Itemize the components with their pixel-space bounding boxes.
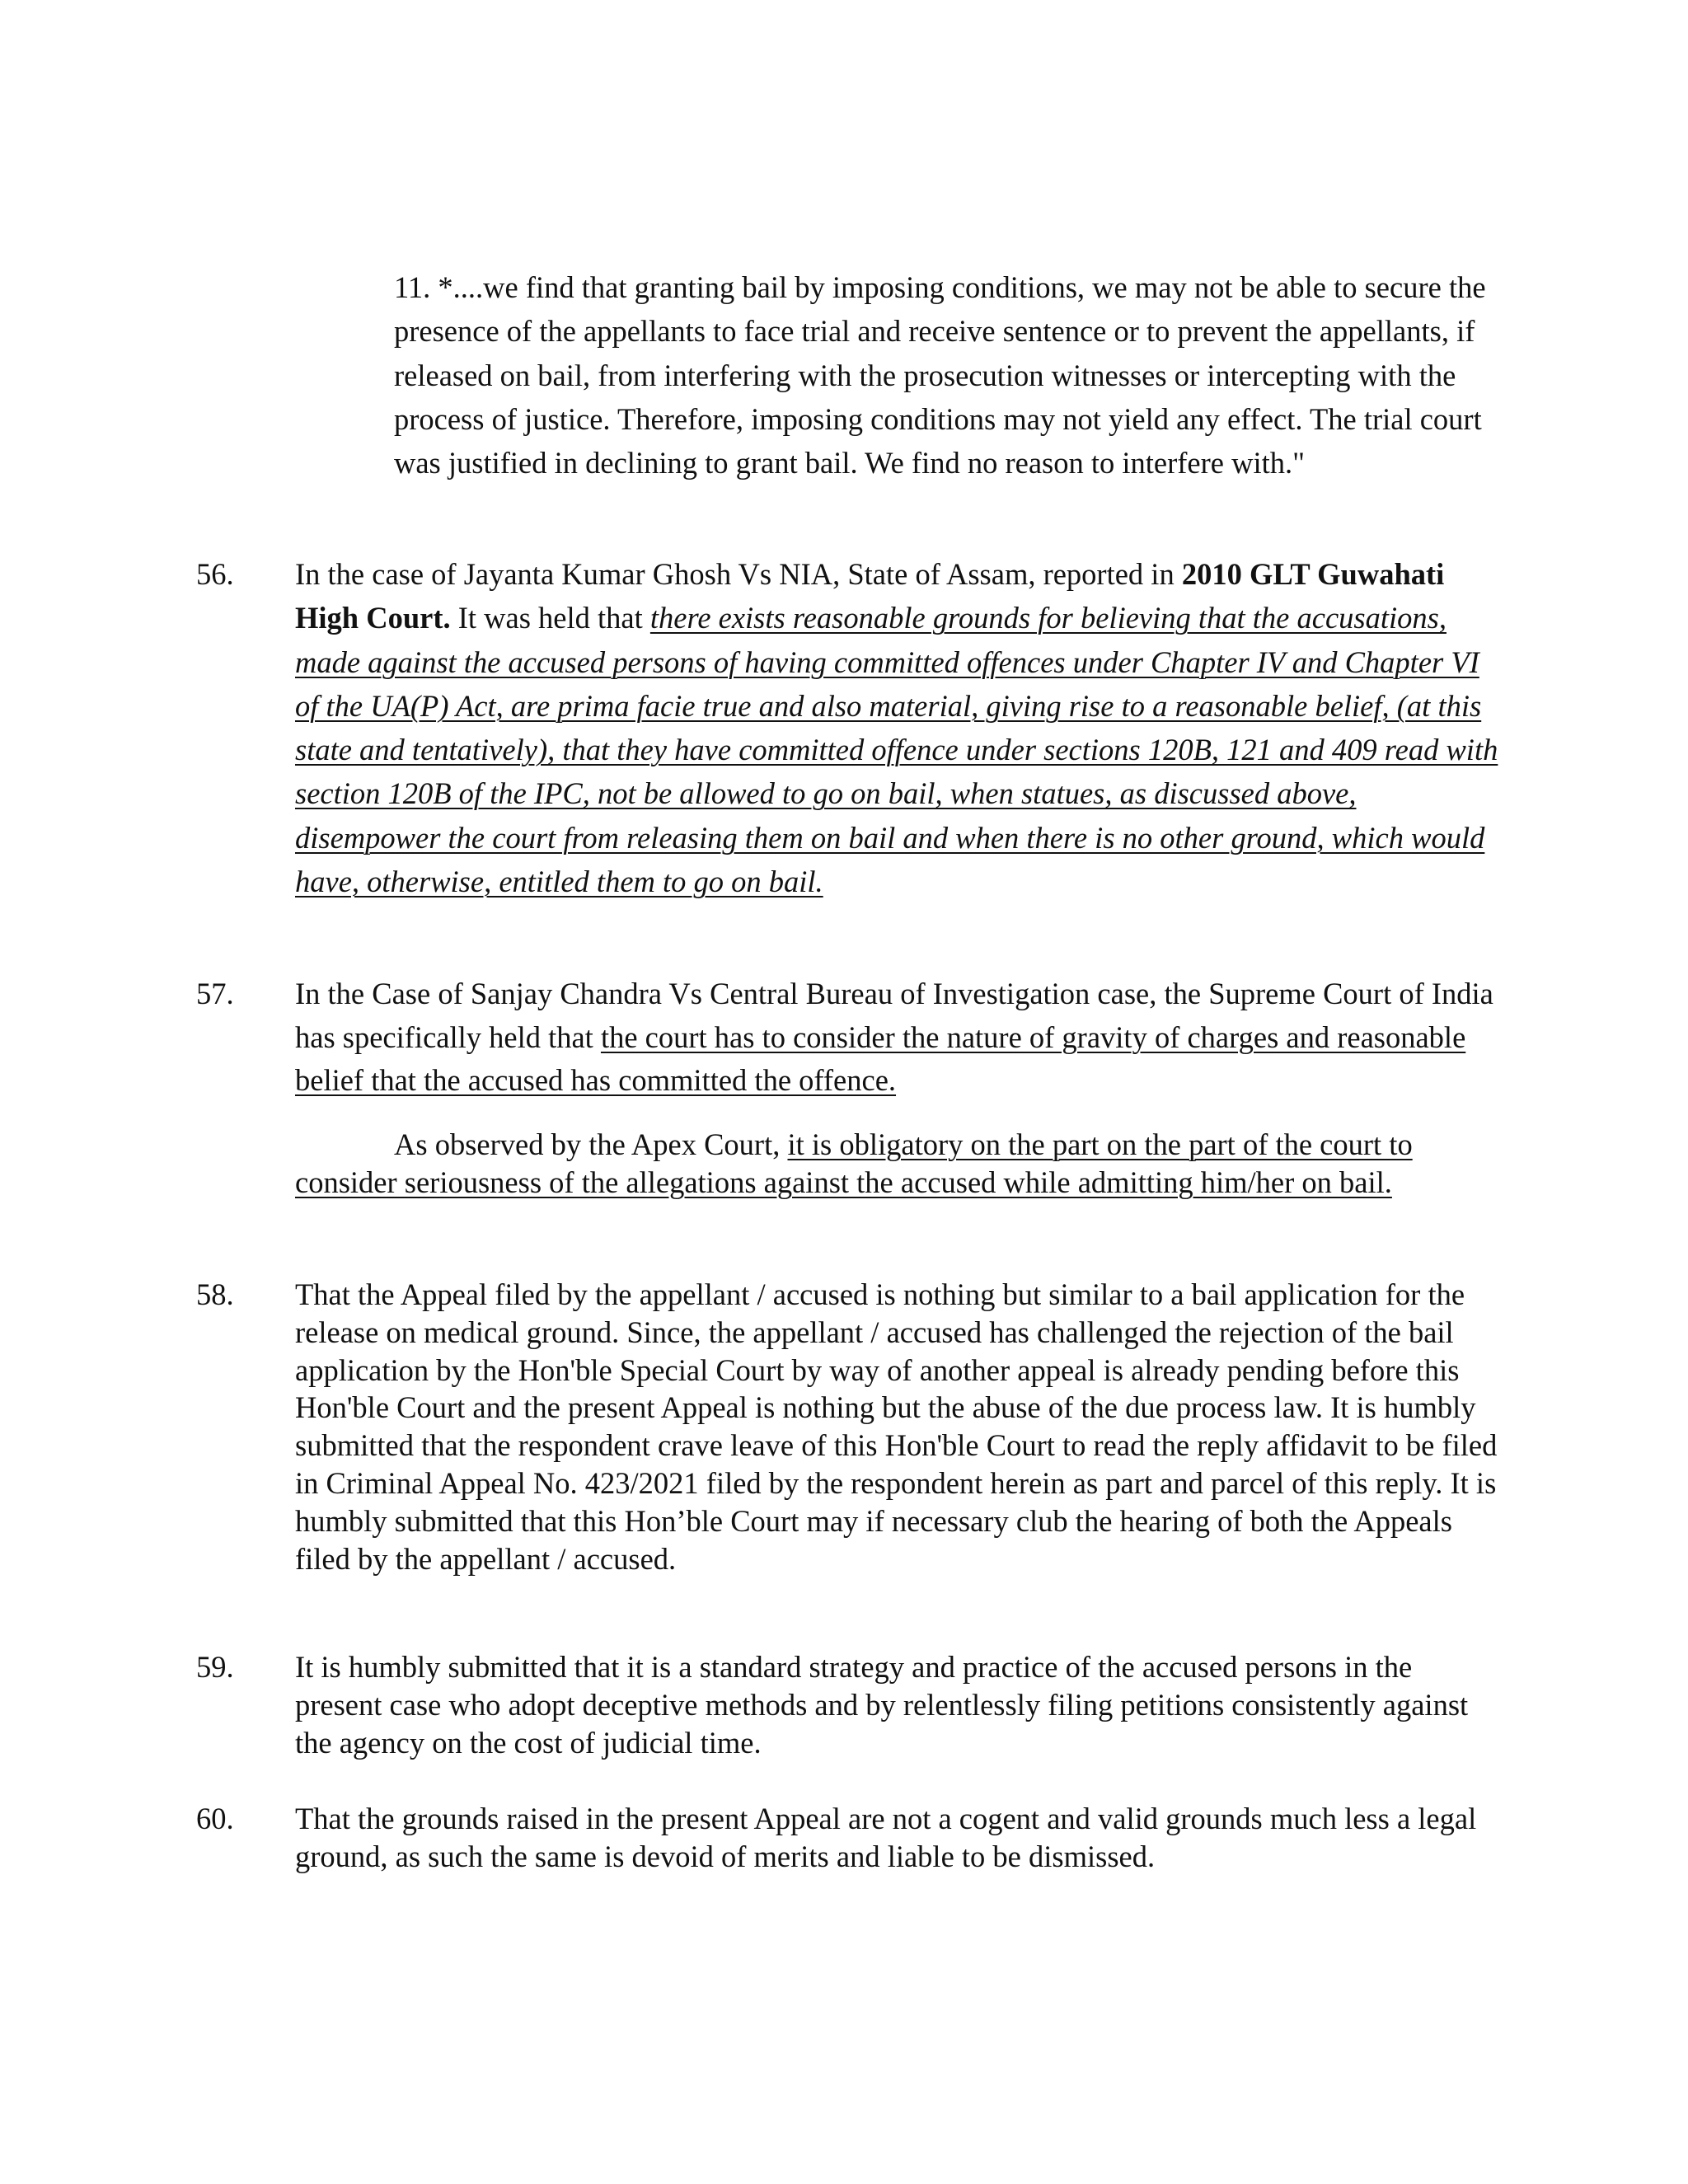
paragraph-number: 57. bbox=[196, 977, 234, 1010]
paragraph-text: In the case of Jayanta Kumar Ghosh Vs NIA, State of Assam, reported in bbox=[295, 557, 1182, 591]
underlined-holding: the court has to consider the nature of gravity of charges and reasonable belief that the accused has committed the offence. bbox=[295, 1019, 1466, 1097]
paragraph-body: That the Appeal filed by the appellant / accused is nothing but similar to a bail application for the release on medical ground. Since, the appellant / accused has challenged the rejection of the bail application by the Hon'ble Special Court by way of another appeal is already pending before this Hon'ble Court and the present Appeal is nothing but the abuse of the due process law. It is humbly submitted that the respondent crave leave of this Hon'ble Court to read the reply affidavit to be filed in Criminal Appeal No. 423/2021 filed by the respondent herein as part and parcel of this reply. It is humbly submitted that this Hon’ble Court may if necessary club the hearing of both the Appeals filed by the appellant / accused. bbox=[295, 1277, 1498, 1576]
apex-court-observation bbox=[295, 1126, 1498, 1202]
paragraph-number: 56. bbox=[196, 557, 234, 591]
paragraph-text: As observed by the Apex Court, bbox=[394, 1127, 788, 1161]
paragraph-body bbox=[295, 972, 1498, 1103]
quoted-paragraph-11: 11. *....we find that granting bail by imposing conditions, we may not be able to secure the presence of the appellants to face trial and receive sentence or to prevent the appellants, if released on bail, from interfering with the prosecution witnesses or intercepting with the process of justice. Therefore, imposing conditions may not yield any effect. The trial court was justified in declining to grant bail. We find no reason to interfere with." bbox=[394, 270, 1486, 480]
paragraph-number: 60. bbox=[196, 1802, 234, 1835]
paragraph-text: In the Case of Sanjay Chandra Vs Central Bureau of Investigation case, the Supreme Court of India has specifically held that bbox=[295, 977, 1493, 1054]
paragraph-number: 58. bbox=[196, 1277, 234, 1311]
paragraph-text: It was held that bbox=[450, 601, 650, 635]
paragraph-body: That the grounds raised in the present Appeal are not a cogent and valid grounds much less a legal ground, as such the same is devoid of merits and liable to be dismissed. bbox=[295, 1802, 1477, 1873]
underlined-observation: it is obligatory on the part on the part of the court to consider seriousness of the allegations against the accused while admitting him/her on bail. bbox=[295, 1127, 1413, 1199]
underlined-holding: there exists reasonable grounds for believing that the accusations, made against the accused persons of having committed offences under Chapter IV and Chapter VI of the UA(P) Act, are prima facie true and also material, giving rise to a reasonable belief, (at this state and tentatively), that they have committed offence under sections 120B, 121 and 409 read with section 120B of the IPC, not be allowed to go on bail, when statues, as discussed above, disempower the court from releasing them on bail and when there is no other ground, which would have, otherwise, entitled them to go on bail. bbox=[295, 601, 1498, 899]
paragraph-body: It is humbly submitted that it is a standard strategy and practice of the accused persons in the present case who adopt deceptive methods and by relentlessly filing petitions consistently against the agency on the cost of judicial time. bbox=[295, 1650, 1469, 1760]
paragraph-body bbox=[295, 552, 1498, 903]
paragraph-number: 59. bbox=[196, 1650, 234, 1684]
citation-bold: 2010 GLT Guwahati High Court. bbox=[295, 557, 1445, 635]
